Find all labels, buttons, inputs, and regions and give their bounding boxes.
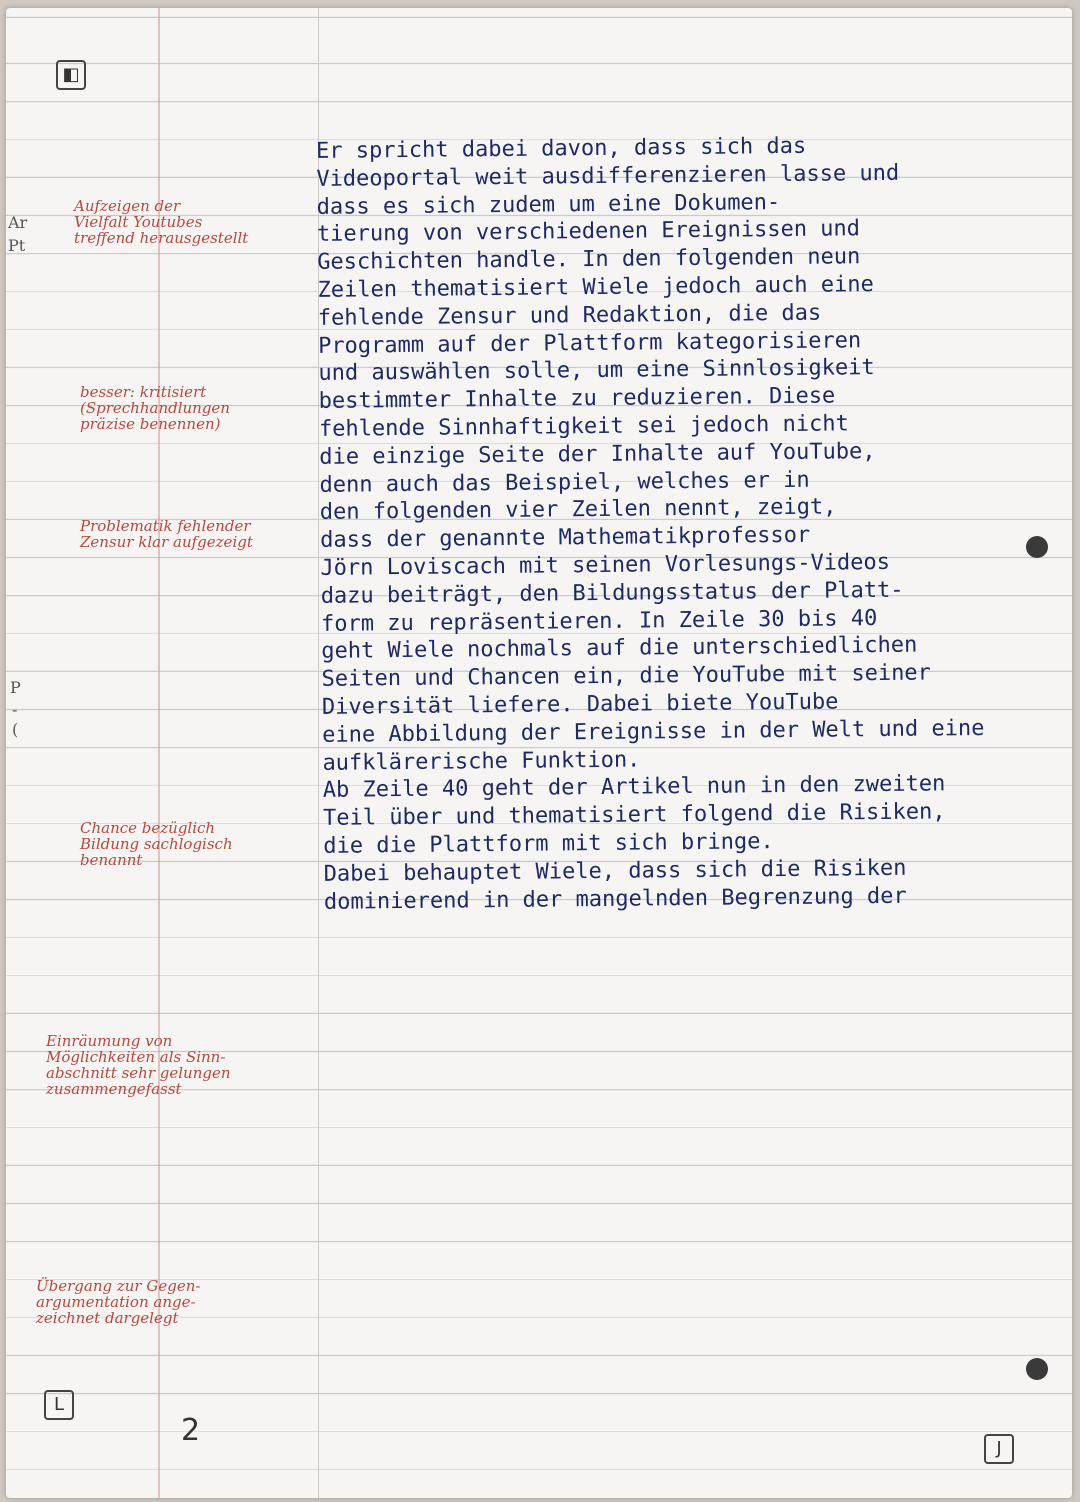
text-line: denn auch das Beispiel, welches er in	[319, 467, 810, 498]
corner-marker-bottom-left-icon: L	[44, 1390, 74, 1420]
text-line: die die Plattform mit sich bringe.	[323, 829, 774, 859]
side-mark: (	[12, 720, 19, 739]
text-line: Dabei behauptet Wiele, dass sich die Risiken	[323, 855, 907, 887]
text-line: dominierend in der mangelnden Begrenzung der	[323, 883, 907, 915]
text-line: Ab Zeile 40 geht der Artikel nun in den zweiten	[322, 771, 946, 804]
text-line: die einzige Seite der Inhalte auf YouTube,	[319, 438, 876, 470]
margin-note: Problematik fehlender Zensur klar aufgezeigt	[80, 517, 253, 551]
text-line: Teil über und thematisiert folgend die Risiken,	[322, 799, 946, 831]
text-line: den folgenden vier Zeilen nennt, zeigt,	[319, 494, 837, 526]
text-line: Geschichten handle. In den folgenden neun	[317, 244, 861, 276]
text-line: eine Abbildung der Ereignisse in der Welt und eine	[322, 715, 985, 748]
margin-note: besser: kritisiert (Sprechhandlungen präzise benennen)	[80, 383, 230, 433]
punch-hole-bottom	[1026, 1358, 1048, 1380]
margin-note: Aufzeigen der Vielfalt Youtubes treffend herausgestellt	[74, 197, 249, 247]
text-line: form zu repräsentieren. In Zeile 30 bis 40	[320, 605, 878, 637]
text-line: fehlende Sinnhaftigkeit sei jedoch nicht	[318, 411, 849, 442]
text-line: Er spricht dabei davon, dass sich das	[315, 133, 807, 164]
text-line: tierung von verschiedenen Ereignissen und	[316, 216, 861, 248]
notebook-page	[6, 8, 1072, 1498]
margin-note: Übergang zur Gegen- argumentation ange- zeichnet dargelegt	[36, 1277, 201, 1327]
side-mark: P	[10, 678, 21, 697]
essay-text	[316, 130, 1064, 916]
text-line: dass es sich zudem um eine Dokumen-	[316, 189, 781, 220]
text-line: Zeilen thematisiert Wiele jedoch auch eine	[317, 272, 874, 303]
margin-note: Chance bezüglich Bildung sachlogisch benannt	[80, 819, 233, 869]
text-line: bestimmter Inhalte zu reduzieren. Diese	[318, 383, 836, 415]
text-line: Diversität liefere. Dabei biete YouTube	[321, 689, 839, 720]
text-line: geht Wiele nochmals auf die unterschiedlichen	[321, 632, 918, 665]
margin-note: Einräumung von Möglichkeiten als Sinn- abschnitt sehr gelungen zusammengefasst	[46, 1032, 231, 1098]
text-line: Programm auf der Plattform kategorisieren	[317, 327, 862, 359]
text-line: dazu beiträgt, den Bildungsstatus der Platt-	[320, 577, 904, 609]
text-line: Videoportal weit ausdifferenzieren lasse und	[316, 160, 900, 192]
text-line: fehlende Zensur und Redaktion, die das	[317, 300, 822, 331]
text-line: Jörn Loviscach mit seinen Vorlesungs-Videos	[320, 549, 891, 581]
text-line: Seiten und Chancen ein, die YouTube mit seiner	[321, 660, 931, 693]
page-number: 2	[181, 1413, 201, 1448]
side-mark: Pt	[8, 236, 26, 255]
text-line: dass der genannte Mathematikprofessor	[320, 522, 811, 554]
corner-marker-bottom-right-icon: J	[984, 1434, 1014, 1464]
corner-marker-top-left-icon: ◧	[56, 60, 86, 90]
side-mark: -	[12, 700, 18, 719]
text-line: und auswählen solle, um eine Sinnlosigkeit	[318, 355, 875, 387]
text-line: aufklärerische Funktion.	[322, 747, 641, 776]
side-mark: Ar	[8, 213, 28, 232]
